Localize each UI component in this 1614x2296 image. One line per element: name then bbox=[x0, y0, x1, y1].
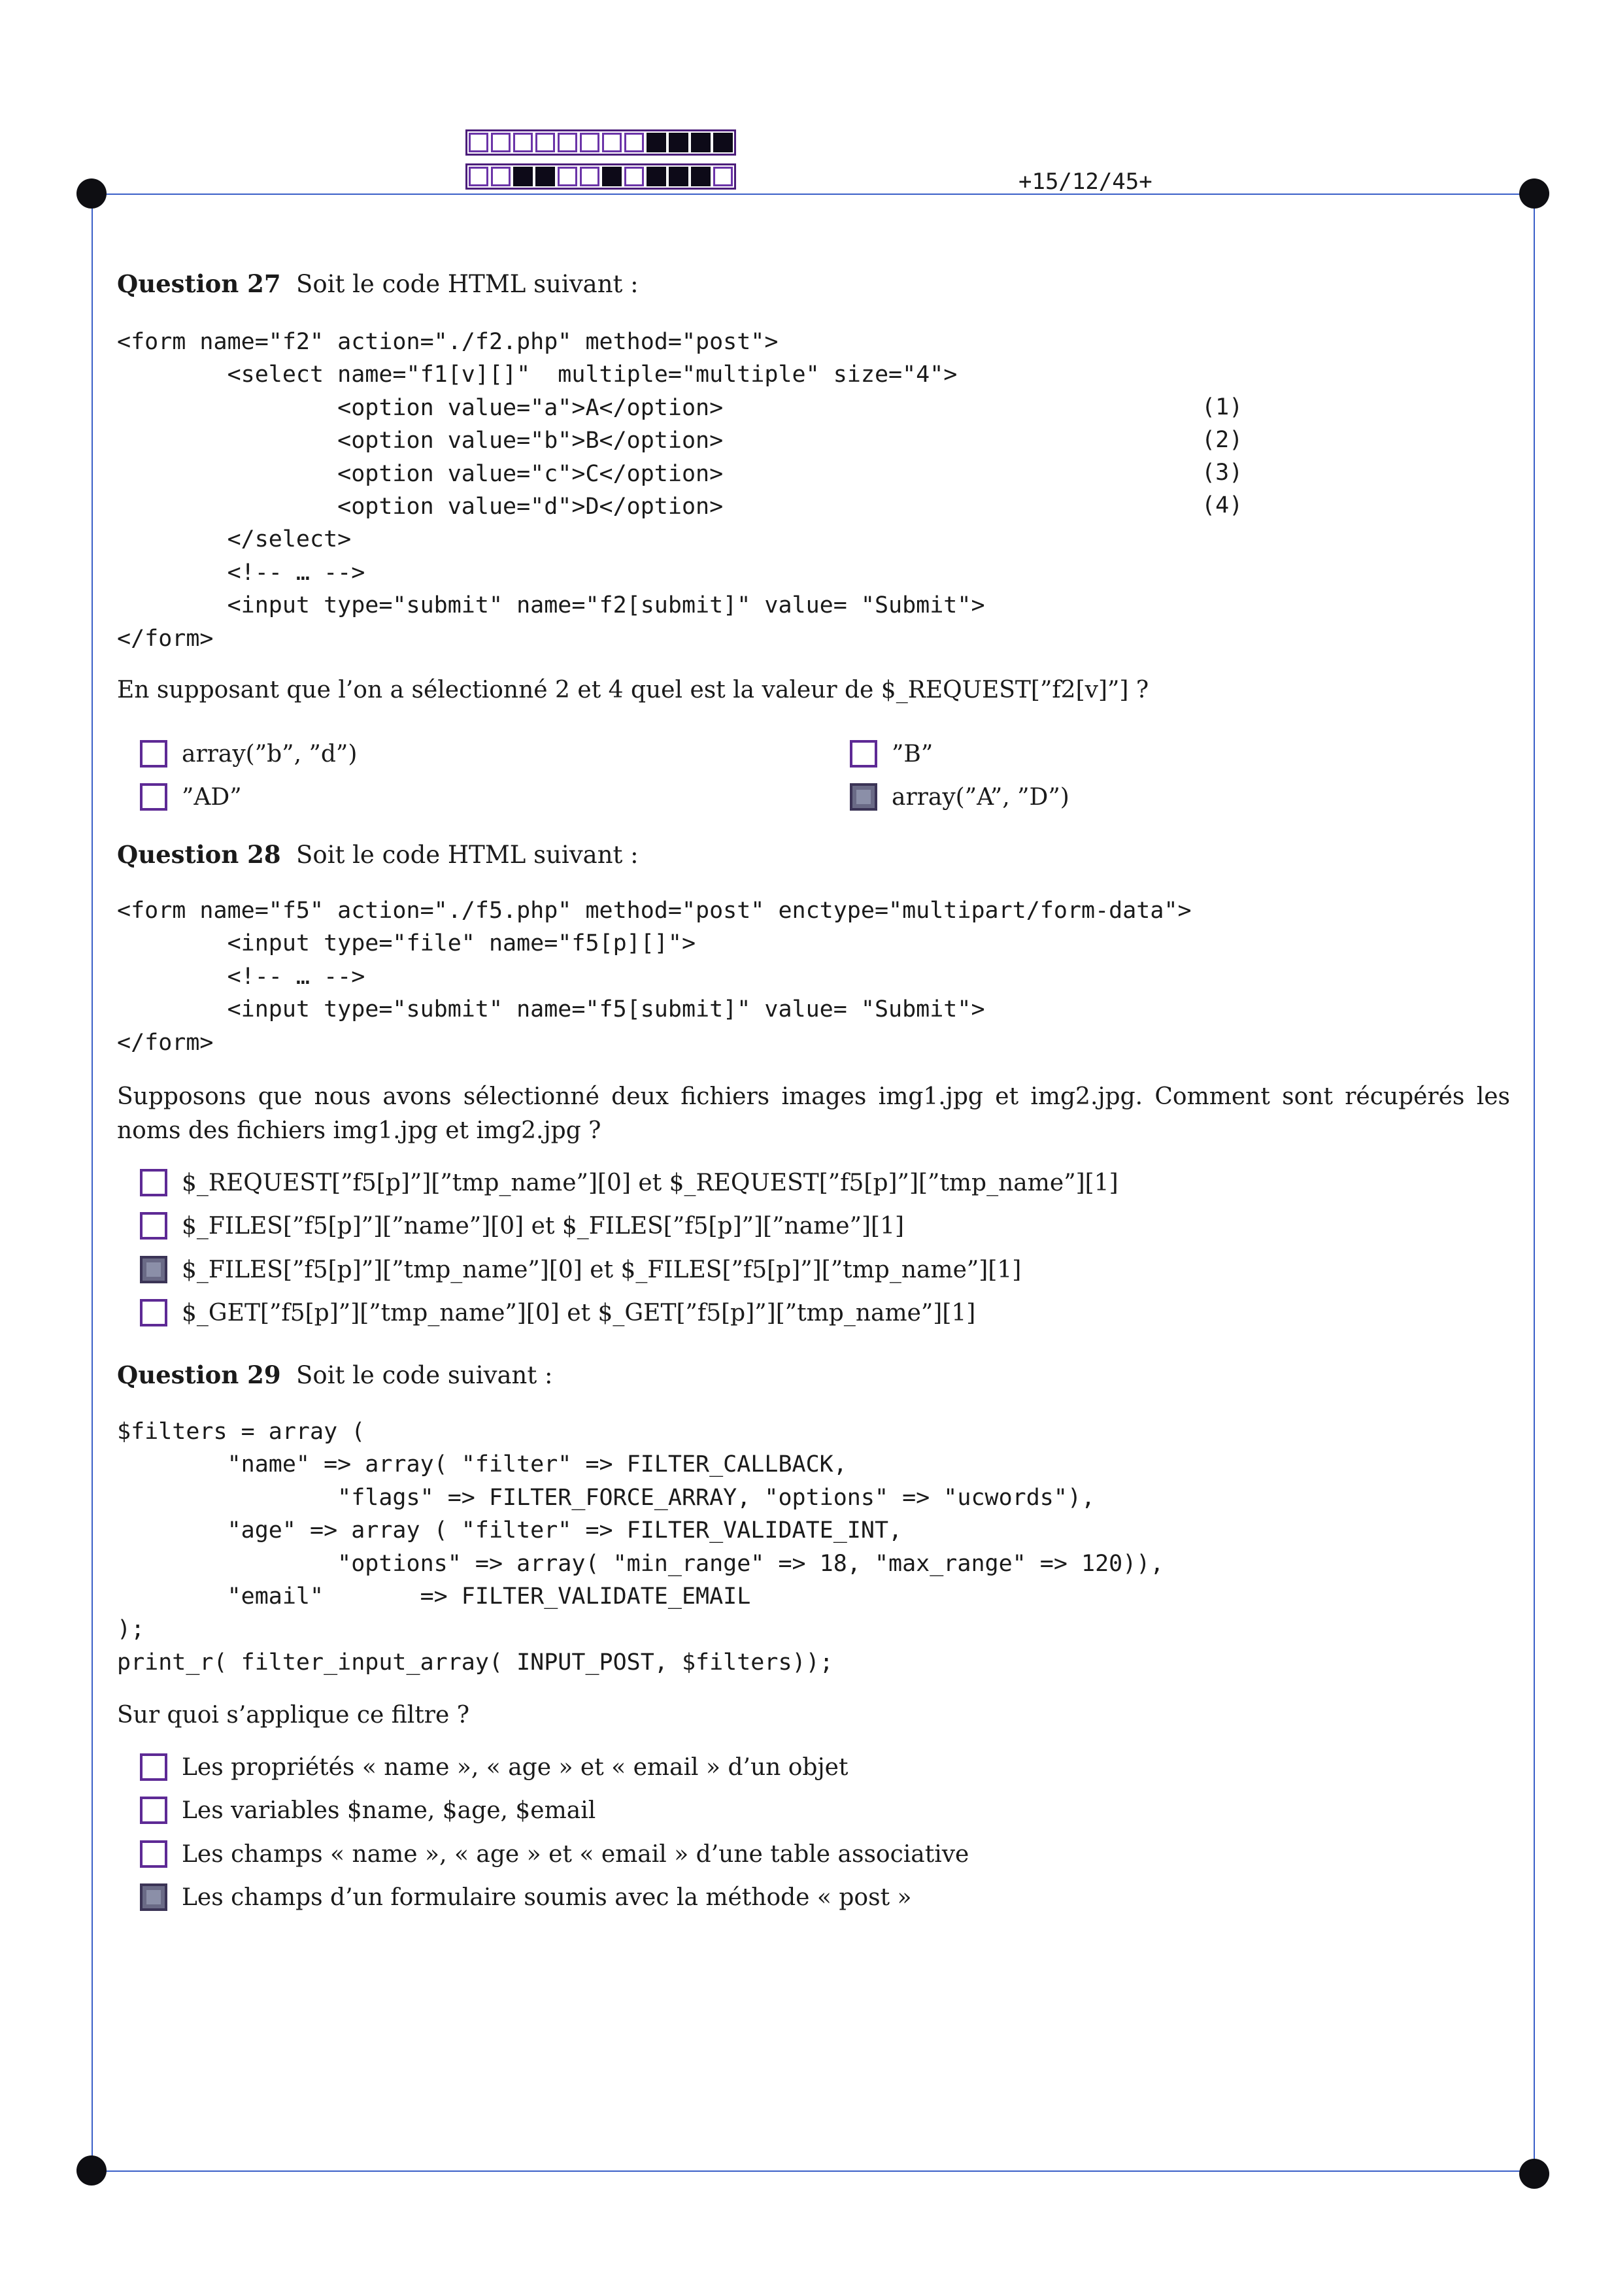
corner-mark-top-right bbox=[1519, 178, 1549, 209]
frame-bottom-line bbox=[92, 2170, 1535, 2172]
answer-option[interactable] bbox=[850, 783, 1069, 811]
corner-mark-bottom-left bbox=[76, 2155, 107, 2186]
id-box-filled bbox=[669, 167, 688, 186]
frame-left-line bbox=[92, 194, 93, 2172]
checkbox-a[interactable] bbox=[140, 740, 167, 768]
answer-label: Les variables $name, $age, $email bbox=[182, 1797, 596, 1824]
answer-option[interactable] bbox=[850, 740, 933, 768]
answer-option[interactable] bbox=[140, 1753, 848, 1781]
checkbox-d[interactable] bbox=[140, 1299, 167, 1326]
id-box-empty bbox=[558, 167, 577, 186]
answer-label: $_FILES[”f5[p]”][”name”][0] et $_FILES[”f5[p]”][”name”][1] bbox=[182, 1212, 905, 1240]
frame-top-line bbox=[92, 194, 1535, 195]
question-number: Question 27 bbox=[117, 269, 281, 298]
id-box-empty bbox=[602, 133, 622, 152]
checkbox-b[interactable] bbox=[140, 1212, 167, 1240]
checkbox-b[interactable] bbox=[140, 1797, 167, 1824]
student-id-boxes-row-1 bbox=[465, 129, 736, 156]
student-id-boxes-row-2 bbox=[465, 163, 736, 190]
question-intro: Soit le code HTML suivant : bbox=[296, 270, 639, 298]
id-box-empty bbox=[580, 167, 599, 186]
corner-mark-top-left bbox=[76, 178, 107, 209]
id-box-empty bbox=[558, 133, 577, 152]
question-intro: Soit le code HTML suivant : bbox=[296, 841, 639, 869]
checkbox-a[interactable] bbox=[140, 1169, 167, 1196]
id-box-empty bbox=[624, 167, 644, 186]
answer-option[interactable] bbox=[140, 1840, 969, 1868]
id-box-filled bbox=[535, 167, 555, 186]
question-29-code: $filters = array ( "name" => array( "filter" => FILTER_CALLBACK, "flags" => FILTER_FORCE_ARRAY, "options" => "ucwords"), "age" => array ( "filter" => FILTER_VALIDATE_INT, "options" => array( "min_range" => 18, "max_range" => 120)), "email" => FILTER_VALIDATE_EMAIL ); print_r( filter_input_array( INPUT_POST, $filters)); bbox=[117, 1419, 1164, 1676]
answer-label: Les champs « name », « age » et « email » d’une table associative bbox=[182, 1840, 969, 1868]
question-27-code: <form name="f2" action="./f2.php" method="post"> <select name="f1[v][]" multiple="multiple" size="4"> <option value="a">A</option> <option value="b">B</option> <option value="c">C</option> <option value="d">D</option> </select> <!-- … --> <input type="submit" name="f2[submit]" value= "Submit"> </form> bbox=[117, 329, 985, 652]
answer-option[interactable] bbox=[140, 1299, 975, 1326]
code-line-number: (2) bbox=[1202, 427, 1243, 453]
checkbox-d-checked[interactable] bbox=[140, 1883, 167, 1911]
answer-option[interactable] bbox=[140, 740, 357, 768]
question-29-title bbox=[117, 1360, 552, 1389]
question-intro: Soit le code suivant : bbox=[296, 1361, 553, 1389]
frame-right-line bbox=[1534, 194, 1535, 2172]
page-code: +15/12/45+ bbox=[1018, 169, 1152, 195]
id-box-filled bbox=[713, 133, 733, 152]
question-28-title bbox=[117, 840, 639, 869]
id-box-filled bbox=[647, 133, 666, 152]
id-box-empty bbox=[535, 133, 555, 152]
id-box-empty bbox=[469, 133, 488, 152]
answer-option[interactable] bbox=[140, 1256, 1021, 1283]
question-27-title bbox=[117, 269, 639, 298]
id-box-filled bbox=[513, 167, 533, 186]
id-box-filled bbox=[669, 133, 688, 152]
question-28-text: Supposons que nous avons sélectionné deux fichiers images img1.jpg et img2.jpg. Comment sont récupérés les noms des fichiers img1.jpg et img2.jpg ? bbox=[117, 1083, 1510, 1144]
answer-option[interactable] bbox=[140, 1797, 596, 1824]
question-28-code: <form name="f5" action="./f5.php" method="post" enctype="multipart/form-data"> <input type="file" name="f5[p][]"> <!-- … --> <input type="submit" name="f5[submit]" value= "Submit"> </form> bbox=[117, 898, 1192, 1056]
answer-label: $_REQUEST[”f5[p]”][”tmp_name”][0] et $_REQUEST[”f5[p]”][”tmp_name”][1] bbox=[182, 1169, 1118, 1196]
id-box-empty bbox=[713, 167, 733, 186]
answer-label: $_GET[”f5[p]”][”tmp_name”][0] et $_GET[”f5[p]”][”tmp_name”][1] bbox=[182, 1299, 976, 1326]
id-box-empty bbox=[624, 133, 644, 152]
checkbox-c[interactable] bbox=[850, 740, 877, 768]
id-box-empty bbox=[491, 133, 511, 152]
id-box-filled bbox=[691, 167, 711, 186]
answer-label: array(”b”, ”d”) bbox=[182, 740, 358, 768]
checkbox-d-checked[interactable] bbox=[850, 783, 877, 811]
answer-label: array(”A”, ”D”) bbox=[892, 783, 1069, 811]
code-line-number: (4) bbox=[1202, 492, 1243, 518]
checkbox-b[interactable] bbox=[140, 783, 167, 811]
answer-label: Les champs d’un formulaire soumis avec la méthode « post » bbox=[182, 1883, 912, 1911]
answer-option[interactable] bbox=[140, 1212, 904, 1240]
corner-mark-bottom-right bbox=[1519, 2159, 1549, 2189]
id-box-empty bbox=[513, 133, 533, 152]
id-box-filled bbox=[647, 167, 666, 186]
code-line-number: (3) bbox=[1202, 460, 1243, 486]
id-box-filled bbox=[602, 167, 622, 186]
checkbox-c[interactable] bbox=[140, 1840, 167, 1868]
question-29-text: Sur quoi s’applique ce filtre ? bbox=[117, 1702, 469, 1729]
answer-option[interactable] bbox=[140, 1169, 1118, 1196]
answer-label: Les propriétés « name », « age » et « email » d’un objet bbox=[182, 1753, 849, 1781]
id-box-empty bbox=[580, 133, 599, 152]
question-27-text: En supposant que l’on a sélectionné 2 et 4 quel est la valeur de $_REQUEST[”f2[v]”] ? bbox=[117, 677, 1149, 703]
answer-option[interactable] bbox=[140, 783, 242, 811]
checkbox-c-checked[interactable] bbox=[140, 1256, 167, 1283]
id-box-empty bbox=[469, 167, 488, 186]
id-box-empty bbox=[491, 167, 511, 186]
checkbox-a[interactable] bbox=[140, 1753, 167, 1781]
answer-label: ”B” bbox=[892, 740, 933, 768]
answer-label: $_FILES[”f5[p]”][”tmp_name”][0] et $_FILES[”f5[p]”][”tmp_name”][1] bbox=[182, 1256, 1022, 1283]
code-line-number: (1) bbox=[1202, 394, 1243, 420]
answer-label: ”AD” bbox=[182, 783, 242, 811]
question-number: Question 28 bbox=[117, 840, 281, 869]
id-box-filled bbox=[691, 133, 711, 152]
question-number: Question 29 bbox=[117, 1360, 281, 1389]
answer-option[interactable] bbox=[140, 1883, 912, 1911]
